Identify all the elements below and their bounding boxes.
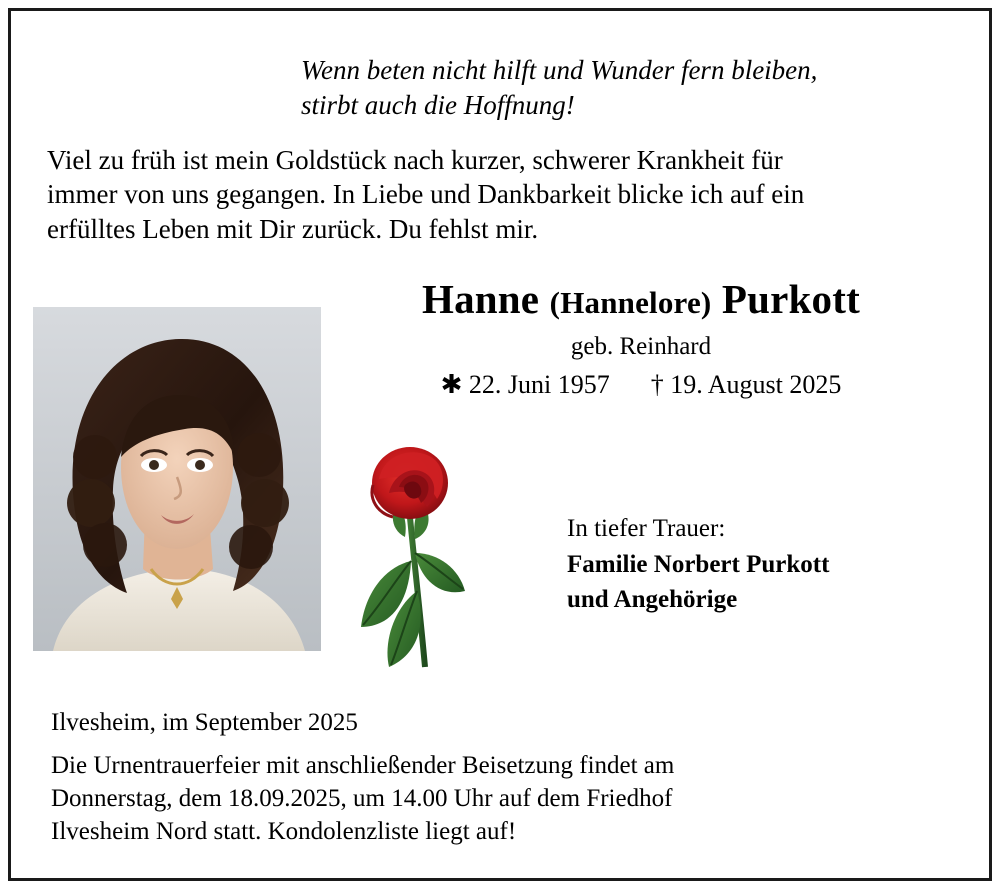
- mourning-relatives: und Angehörige: [567, 586, 738, 613]
- birth-symbol-icon: ✱: [440, 370, 463, 400]
- mourning-heading: In tiefer Trauer:: [567, 515, 726, 542]
- funeral-line-1: Die Urnentrauerfeier mit anschließender Beisetzung findet am: [51, 752, 675, 779]
- place-and-date: Ilvesheim, im September 2025: [51, 709, 358, 736]
- motto-verse: [301, 53, 941, 122]
- life-dates: [311, 370, 971, 400]
- obituary-frame: [8, 8, 992, 881]
- birth-date: 22. Juni 1957: [468, 370, 610, 400]
- cross-symbol-icon: †: [650, 370, 664, 400]
- name-parenthetical: (Hannelore): [549, 285, 712, 320]
- red-rose-graphic: [349, 441, 479, 671]
- obituary-content: [11, 11, 989, 878]
- portrait-photo-graphic: [33, 307, 321, 651]
- intro-line-3: erfülltes Leben mit Dir zurück. Du fehlst mir.: [47, 213, 539, 244]
- portrait-photo: [33, 307, 321, 651]
- intro-line-1: Viel zu früh ist mein Goldstück nach kurzer, schwerer Krankheit für: [47, 145, 783, 175]
- maiden-name: geb. Reinhard: [570, 333, 712, 361]
- death-date: 19. August 2025: [670, 370, 842, 400]
- motto-line-2: stirbt auch die Hoffnung!: [301, 89, 575, 120]
- deceased-name-block: [311, 277, 971, 400]
- last-name: Purkott: [721, 276, 860, 322]
- mourning-block: [567, 511, 967, 618]
- mourning-family: Familie Norbert Purkott: [567, 550, 830, 578]
- intro-text: [47, 143, 957, 246]
- funeral-line-2: Donnerstag, dem 18.09.2025, um 14.00 Uhr auf dem Friedhof: [51, 785, 673, 812]
- first-name: Hanne: [422, 276, 540, 322]
- intro-line-2: immer von uns gegangen. In Liebe und Dankbarkeit blicke ich auf ein: [47, 179, 805, 210]
- deceased-name: [311, 277, 971, 322]
- funeral-line-3: Ilvesheim Nord statt. Kondolenzliste liegt auf!: [51, 818, 517, 845]
- funeral-details: [51, 706, 951, 848]
- motto-line-1: Wenn beten nicht hilft und Wunder fern bleiben,: [301, 55, 818, 85]
- rose-illustration: [349, 441, 479, 671]
